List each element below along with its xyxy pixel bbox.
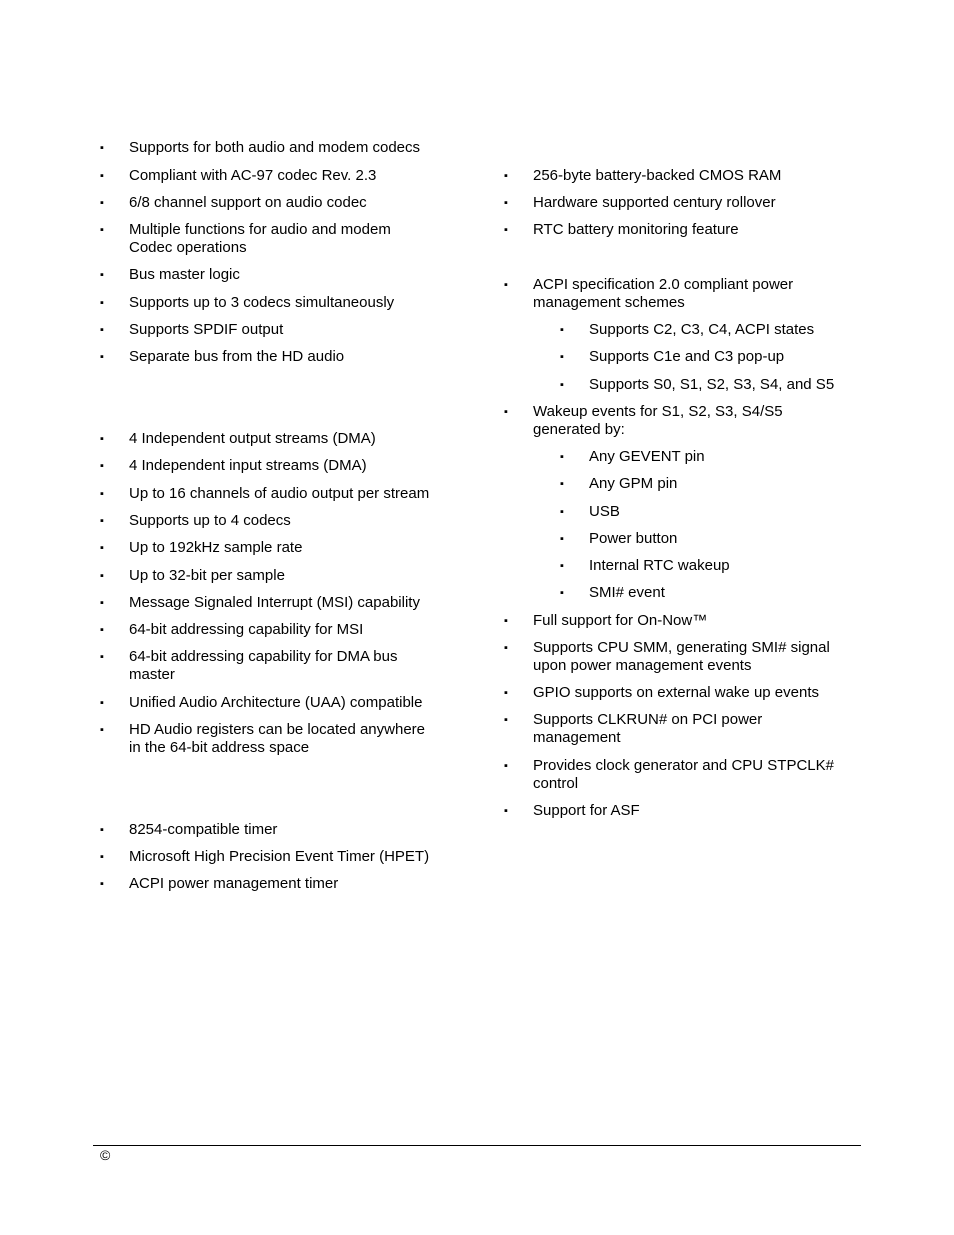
list-item-text: Codec operations bbox=[129, 239, 247, 256]
list-item-text: Separate bus from the HD audio bbox=[129, 348, 345, 365]
bullet-icon: ▪ bbox=[560, 324, 564, 336]
bullet-icon: ▪ bbox=[504, 279, 508, 291]
list-item-text: Supports C2, C3, C4, ACPI states bbox=[589, 321, 815, 338]
list-item-text: Any GPM pin bbox=[589, 475, 678, 492]
list-item-text: upon power management events bbox=[533, 657, 752, 674]
list-item-text: Multiple functions for audio and modem bbox=[129, 221, 391, 238]
list-item-text: Power button bbox=[589, 530, 678, 547]
footer-rule bbox=[93, 1145, 861, 1146]
list-item-text: 8254-compatible timer bbox=[129, 821, 278, 838]
list-item-text: Message Signaled Interrupt (MSI) capability bbox=[129, 594, 420, 611]
bullet-icon: ▪ bbox=[100, 297, 104, 309]
bullet-icon: ▪ bbox=[100, 570, 104, 582]
bullet-icon: ▪ bbox=[100, 324, 104, 336]
list-item-text: Supports up to 4 codecs bbox=[129, 512, 291, 529]
bullet-icon: ▪ bbox=[100, 460, 104, 472]
bullet-icon: ▪ bbox=[504, 805, 508, 817]
list-item-text: Supports for both audio and modem codecs bbox=[129, 139, 421, 156]
bullet-icon: ▪ bbox=[100, 351, 104, 363]
list-item-text: 64-bit addressing capability for MSI bbox=[129, 621, 364, 638]
list-item-text: Supports SPDIF output bbox=[129, 321, 284, 338]
list-item-text: Up to 32-bit per sample bbox=[129, 567, 285, 584]
list-item-text: RTC battery monitoring feature bbox=[533, 221, 739, 238]
list-item-text: GPIO supports on external wake up events bbox=[533, 684, 819, 701]
bullet-icon: ▪ bbox=[504, 760, 508, 772]
bullet-icon: ▪ bbox=[100, 488, 104, 500]
list-item-text: Support for ASF bbox=[533, 802, 640, 819]
list-item-text: Supports S0, S1, S2, S3, S4, and S5 bbox=[589, 376, 835, 393]
list-item-text: Bus master logic bbox=[129, 266, 240, 283]
list-item-text: 4 Independent input streams (DMA) bbox=[129, 457, 367, 474]
bullet-icon: ▪ bbox=[560, 533, 564, 545]
list-item-text: control bbox=[533, 775, 579, 792]
bullet-icon: ▪ bbox=[560, 478, 564, 490]
bullet-icon: ▪ bbox=[100, 651, 104, 663]
bullet-icon: ▪ bbox=[504, 197, 508, 209]
bullet-icon: ▪ bbox=[100, 851, 104, 863]
bullet-icon: ▪ bbox=[100, 824, 104, 836]
list-item-text: Up to 192kHz sample rate bbox=[129, 539, 303, 556]
bullet-icon: ▪ bbox=[100, 624, 104, 636]
bullet-icon: ▪ bbox=[504, 170, 508, 182]
list-item-text: Supports CPU SMM, generating SMI# signal bbox=[533, 639, 830, 656]
list-item-text: USB bbox=[589, 503, 620, 520]
bullet-icon: ▪ bbox=[560, 451, 564, 463]
list-item-text: Hardware supported century rollover bbox=[533, 194, 776, 211]
list-item-text: Supports CLKRUN# on PCI power bbox=[533, 711, 763, 728]
list-item-text: Wakeup events for S1, S2, S3, S4/S5 bbox=[533, 403, 783, 420]
bullet-icon: ▪ bbox=[100, 197, 104, 209]
list-item-text: ACPI power management timer bbox=[129, 875, 339, 892]
list-item-text: ACPI specification 2.0 compliant power bbox=[533, 276, 794, 293]
list-item-text: Any GEVENT pin bbox=[589, 448, 705, 465]
list-item-text: Up to 16 channels of audio output per stream bbox=[129, 485, 430, 502]
bullet-icon: ▪ bbox=[504, 615, 508, 627]
bullet-icon: ▪ bbox=[100, 515, 104, 527]
bullet-icon: ▪ bbox=[100, 542, 104, 554]
list-item-text: Supports up to 3 codecs simultaneously bbox=[129, 294, 395, 311]
bullet-icon: ▪ bbox=[100, 433, 104, 445]
bullet-icon: ▪ bbox=[560, 587, 564, 599]
bullet-icon: ▪ bbox=[504, 714, 508, 726]
bullet-icon: ▪ bbox=[100, 697, 104, 709]
bullet-icon: ▪ bbox=[560, 379, 564, 391]
list-item-text: Compliant with AC-97 codec Rev. 2.3 bbox=[129, 167, 377, 184]
list-item-text: Full support for On-Now™ bbox=[533, 612, 708, 629]
footer-copyright: © bbox=[100, 1147, 111, 1163]
list-item-text: SMI# event bbox=[589, 584, 665, 601]
list-item-text: 4 Independent output streams (DMA) bbox=[129, 430, 376, 447]
list-item-text: Unified Audio Architecture (UAA) compatible bbox=[129, 694, 423, 711]
list-item-text: HD Audio registers can be located anywhere bbox=[129, 721, 426, 738]
bullet-icon: ▪ bbox=[560, 560, 564, 572]
list-item-text: Provides clock generator and CPU STPCLK# bbox=[533, 757, 834, 774]
bullet-icon: ▪ bbox=[100, 724, 104, 736]
bullet-icon: ▪ bbox=[504, 406, 508, 418]
list-item-text: 64-bit addressing capability for DMA bus bbox=[129, 648, 398, 665]
list-item-text: Internal RTC wakeup bbox=[589, 557, 730, 574]
list-item-text: 6/8 channel support on audio codec bbox=[129, 194, 367, 211]
bullet-icon: ▪ bbox=[504, 687, 508, 699]
list-item-text: management bbox=[533, 729, 621, 746]
bullet-icon: ▪ bbox=[100, 142, 104, 154]
bullet-icon: ▪ bbox=[504, 224, 508, 236]
list-item-text: 256-byte battery-backed CMOS RAM bbox=[533, 167, 782, 184]
list-item-text: in the 64-bit address space bbox=[129, 739, 310, 756]
bullet-icon: ▪ bbox=[504, 642, 508, 654]
list-item-text: master bbox=[129, 666, 175, 683]
list-item-text: generated by: bbox=[533, 421, 625, 438]
bullet-icon: ▪ bbox=[100, 269, 104, 281]
bullet-icon: ▪ bbox=[100, 224, 104, 236]
list-item-text: Supports C1e and C3 pop-up bbox=[589, 348, 785, 365]
bullet-icon: ▪ bbox=[100, 878, 104, 890]
bullet-icon: ▪ bbox=[100, 597, 104, 609]
bullet-icon: ▪ bbox=[560, 351, 564, 363]
list-item-text: management schemes bbox=[533, 294, 685, 311]
list-item-text: Microsoft High Precision Event Timer (HPET) bbox=[129, 848, 430, 865]
bullet-icon: ▪ bbox=[100, 170, 104, 182]
bullet-icon: ▪ bbox=[560, 506, 564, 518]
